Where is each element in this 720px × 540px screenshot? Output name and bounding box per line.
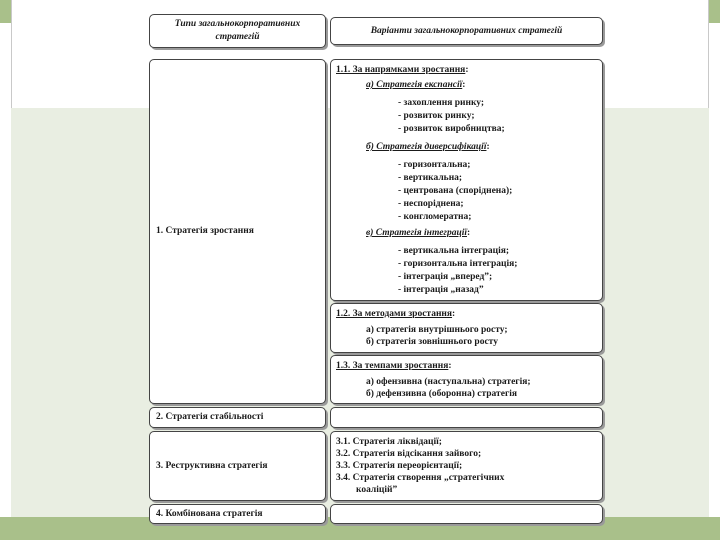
header-left-box	[149, 14, 326, 48]
restructuring-item: 3.1. Стратегія ліквідації;	[336, 437, 442, 447]
type-stability-label: 2. Стратегія стабільності	[156, 412, 264, 423]
expansion-title: а) Стратегія експансії	[366, 80, 463, 90]
restructuring-item: 3.4. Стратегія створення „стратегічних	[336, 473, 505, 483]
stability-variants-box	[330, 407, 603, 428]
diversification-item: - конгломератна;	[398, 212, 472, 222]
type-growth-box	[149, 59, 326, 404]
rates-item: а) офензивна (наступальна) стратегія;	[366, 377, 531, 387]
integration-item: - інтеграція „назад”	[398, 285, 484, 295]
type-restructuring-label: 3. Реструктивна стратегія	[156, 460, 268, 471]
expansion-item: - розвиток виробництва;	[398, 124, 505, 134]
methods-item: б) стратегія зовнішнього росту	[366, 337, 498, 347]
expansion-item: - розвиток ринку;	[398, 111, 475, 121]
methods-item: а) стратегія внутрішнього росту;	[366, 325, 508, 335]
directions-title: 1.1. За напрямками зростання	[336, 65, 466, 75]
rates-item: б) дефензивна (оборонна) стратегія	[366, 389, 518, 399]
restructuring-item: 3.2. Стратегія відсікання зайвого;	[336, 449, 482, 459]
restructuring-item: 3.3. Стратегія переорієнтації;	[336, 461, 463, 471]
restructuring-item: коаліцій”	[356, 485, 398, 495]
diversification-item: - вертикальна;	[398, 173, 463, 183]
diversification-item: - горизонтальна;	[398, 160, 471, 170]
type-combined-box	[149, 504, 326, 524]
type-stability-box	[149, 407, 326, 428]
rates-title: 1.3. За темпами зростання	[336, 361, 449, 371]
restructuring-variants-box	[330, 431, 603, 501]
growth-directions-box: 1.1. За напрямками зростання: а) Стратегія експансії: - захоплення ринку; - розвиток ринку; - розвиток виробництва; б) Стратегія диверсифікації: - горизонтальна; - вертикальна; - центрована (споріднена); - неспоріднена; - конгломератна; в) Стратегія інтеграції: - вертикальна інтеграція; - горизонтальна інтеграція; - інтеграція „вперед”; - інтеграція „назад”	[330, 59, 603, 301]
integration-item: - горизонтальна інтеграція;	[398, 259, 518, 269]
header-right-box	[330, 17, 603, 45]
combined-variants-box	[330, 504, 603, 524]
expansion-item: - захоплення ринку;	[398, 98, 485, 108]
integration-item: - інтеграція „вперед”;	[398, 272, 493, 282]
diversification-title: б) Стратегія диверсифікації	[366, 142, 487, 152]
type-restructuring-box	[149, 431, 326, 501]
growth-rates-box: 1.3. За темпами зростання: а) офензивна (наступальна) стратегія; б) дефензивна (оборонна) стратегія	[330, 355, 603, 404]
type-combined-label: 4. Комбінована стратегія	[156, 508, 263, 519]
diversification-item: - неспоріднена;	[398, 199, 464, 209]
type-growth-label: 1. Стратегія зростання	[156, 226, 254, 237]
integration-item: - вертикальна інтеграція;	[398, 246, 510, 256]
integration-title: в) Стратегія інтеграції	[366, 228, 468, 238]
header-left-text: Типи загальнокорпоративних стратегій	[174, 19, 301, 42]
header-right-text: Варіанти загальнокорпоративних стратегій	[370, 25, 563, 36]
diversification-item: - центрована (споріднена);	[398, 186, 513, 196]
growth-methods-box: 1.2. За методами зростання: а) стратегія внутрішнього росту; б) стратегія зовнішнього росту	[330, 303, 603, 353]
methods-title: 1.2. За методами зростання	[336, 309, 453, 319]
